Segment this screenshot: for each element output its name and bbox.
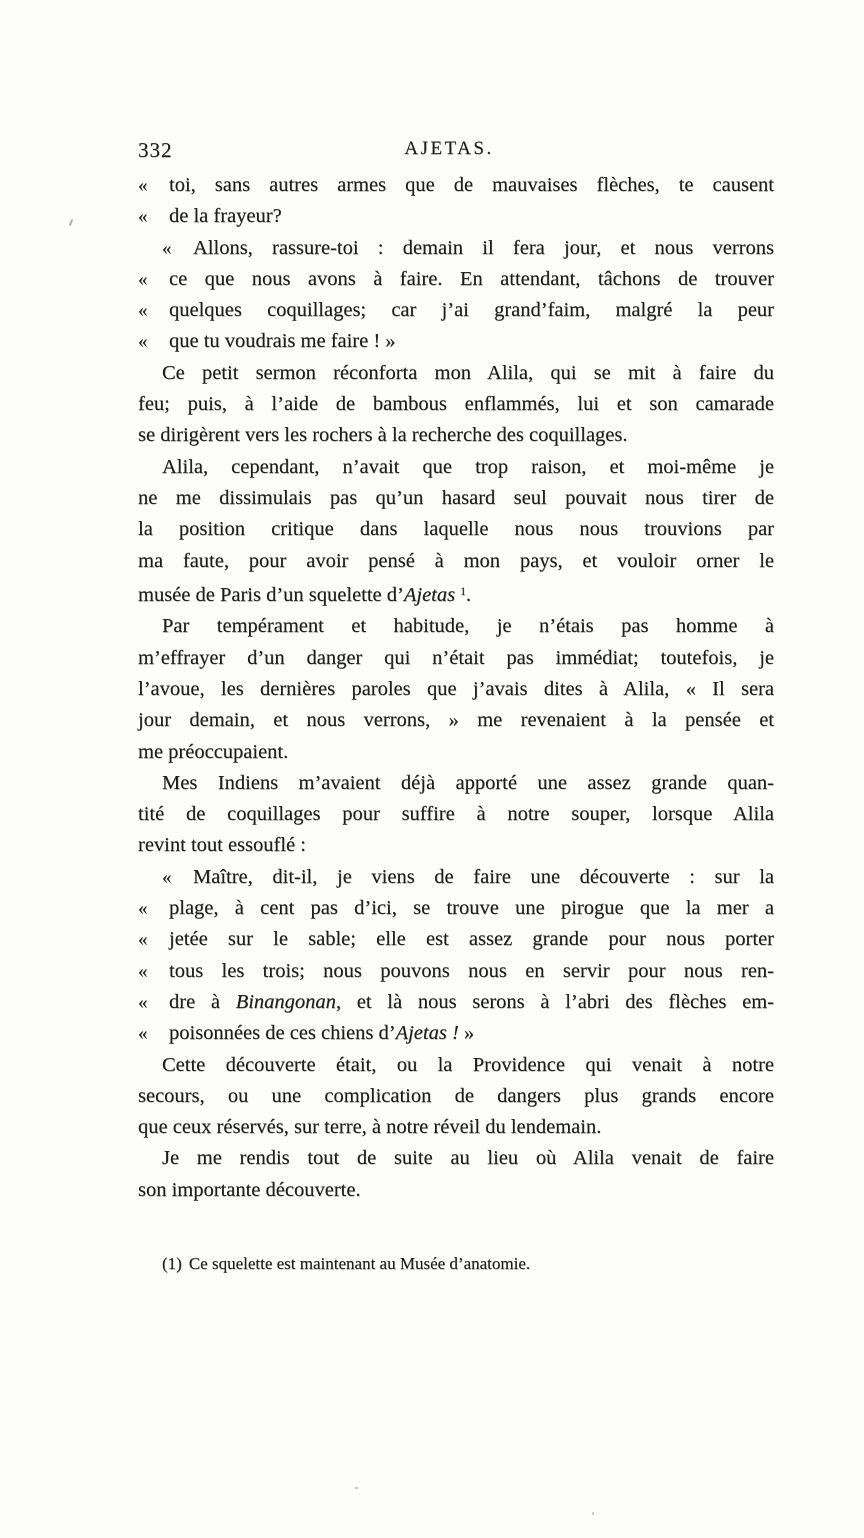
quote-mark: « [138, 929, 148, 951]
text-line [138, 483, 774, 514]
text-segment: toi, sans autres armes que de mauvaises flèches, te causent [169, 174, 774, 196]
text-segment: Ajetas ! [395, 1022, 459, 1045]
text-segment: jour demain, et nous verrons, » me revenaient à la pensée et [138, 709, 774, 732]
text-segment: m’effrayer d’un danger qui n’était pas immédiat; toutefois, je [138, 646, 774, 669]
text-line [138, 1112, 774, 1143]
text-segment: que tu voudrais me faire ! » [169, 330, 396, 353]
text-line [138, 987, 774, 1018]
text-segment: ma faute, pour avoir pensé à mon pays, et vouloir orner le [138, 549, 774, 572]
text-segment: jetée sur le sable; elle est assez grande pour nous porter [169, 928, 774, 951]
text-line [138, 924, 774, 955]
quote-mark: « [162, 237, 172, 259]
text-segment: ce que nous avons à faire. En attendant, tâchons de trouver [169, 267, 774, 290]
text-segment: feu; puis, à l’aide de bambous enflammés, lui et son camarade [138, 393, 774, 416]
text-line [138, 862, 774, 893]
text-segment: Alila, cependant, n’avait que trop raison, et moi-même je [162, 455, 774, 478]
text-line [138, 326, 774, 357]
text-segment: Ajetas [403, 584, 456, 607]
page-header [138, 138, 774, 164]
text-line [138, 611, 774, 642]
quote-mark: « [138, 991, 148, 1013]
text-line [138, 799, 774, 830]
text-segment: Mes Indiens m’avaient déjà apporté une assez grande quan- [162, 771, 774, 794]
text-segment: se dirigèrent vers les rochers à la recherche des coquillages. [138, 424, 628, 447]
text-segment: Binangonan [235, 990, 336, 1013]
text-segment: secours, ou une complication de dangers plus grands encore [138, 1084, 774, 1107]
scan-speck [592, 1512, 594, 1515]
text-line [138, 1175, 774, 1206]
quote-mark: « [162, 866, 172, 888]
body-text [138, 170, 774, 1206]
text-line [138, 830, 774, 861]
text-segment: tous les trois; nous pouvons nous en servir pour nous ren- [169, 959, 774, 982]
footnote-ref: 1 [460, 585, 466, 598]
quote-mark: « [138, 898, 148, 920]
quote-mark: « [138, 960, 148, 982]
text-line [138, 452, 774, 483]
text-segment: Cette découverte était, ou la Providence qui venait à notre [162, 1053, 774, 1076]
text-line [138, 358, 774, 389]
text-segment: quelques coquillages; car j’ai grand’faim, malgré la peur [169, 299, 774, 322]
text-line [138, 233, 774, 264]
text-line [138, 514, 774, 545]
scan-speck [69, 219, 74, 226]
text-line [138, 201, 774, 232]
text-line [138, 1143, 774, 1174]
quote-mark: « [138, 175, 148, 196]
quote-mark: « [138, 268, 148, 290]
quote-mark: « [138, 300, 148, 322]
text-line [138, 389, 774, 420]
text-segment: Maître, dit-il, je viens de faire une découverte : sur la [193, 865, 774, 888]
text-segment: Allons, rassure-toi : demain il fera jour, et nous verrons [193, 236, 774, 259]
text-segment: » [458, 1022, 475, 1045]
text-line [138, 1018, 774, 1049]
text-segment: dre à [169, 990, 236, 1013]
text-segment: musée de Paris d’un squelette d’ [138, 584, 404, 607]
text-line [138, 1081, 774, 1112]
text-segment: de la frayeur? [169, 205, 282, 228]
footnote [138, 1252, 774, 1276]
text-segment: me préoccupaient. [138, 740, 289, 763]
text-segment: ne me dissimulais pas qu’un hasard seul pouvait nous tirer de [138, 486, 774, 509]
text-segment: poisonnées de ces chiens d’ [169, 1022, 396, 1045]
text-line [138, 768, 774, 799]
scan-speck [355, 1487, 358, 1489]
running-title: AJETAS. [404, 138, 494, 159]
text-line [138, 264, 774, 295]
text-line [138, 546, 774, 577]
text-line [138, 577, 774, 611]
text-line [138, 420, 774, 451]
page-number: 332 [138, 138, 173, 162]
text-line [138, 170, 774, 201]
text-segment: revint tout essouflé : [138, 834, 306, 857]
quote-mark: « [138, 206, 148, 228]
text-line [138, 643, 774, 674]
text-segment: , et là nous serons à l’abri des flèches em- [335, 990, 774, 1013]
footnote-marker: (1) [162, 1254, 182, 1273]
text-line [138, 893, 774, 924]
text-segment: la position critique dans laquelle nous nous trouvions par [138, 518, 774, 541]
text-line [138, 1050, 774, 1081]
text-line [138, 956, 774, 987]
text-segment: plage, à cent pas d’ici, se trouve une pirogue que la mer a [169, 897, 774, 920]
quote-mark: « [138, 1023, 148, 1045]
text-segment: Ce petit sermon réconforta mon Alila, qui se mit à faire du [162, 361, 774, 384]
text-segment: Par tempérament et habitude, je n’étais pas homme à [162, 615, 774, 638]
footnote-text: Ce squelette est maintenant au Musée d’anatomie. [188, 1254, 531, 1273]
text-segment: son importante découverte. [138, 1178, 361, 1201]
text-segment: . [465, 584, 471, 607]
text-line [138, 705, 774, 736]
text-segment: tité de coquillages pour suffire à notre souper, lorsque Alila [138, 803, 774, 826]
text-line [138, 295, 774, 326]
text-segment: l’avoue, les dernières paroles que j’avais dites à Alila, « Il sera [138, 677, 774, 700]
text-segment: Je me rendis tout de suite au lieu où Alila venait de faire [162, 1147, 774, 1170]
quote-mark: « [138, 331, 148, 353]
text-line [138, 737, 774, 768]
text-line [138, 674, 774, 705]
text-segment: que ceux réservés, sur terre, à notre réveil du lendemain. [138, 1116, 602, 1139]
